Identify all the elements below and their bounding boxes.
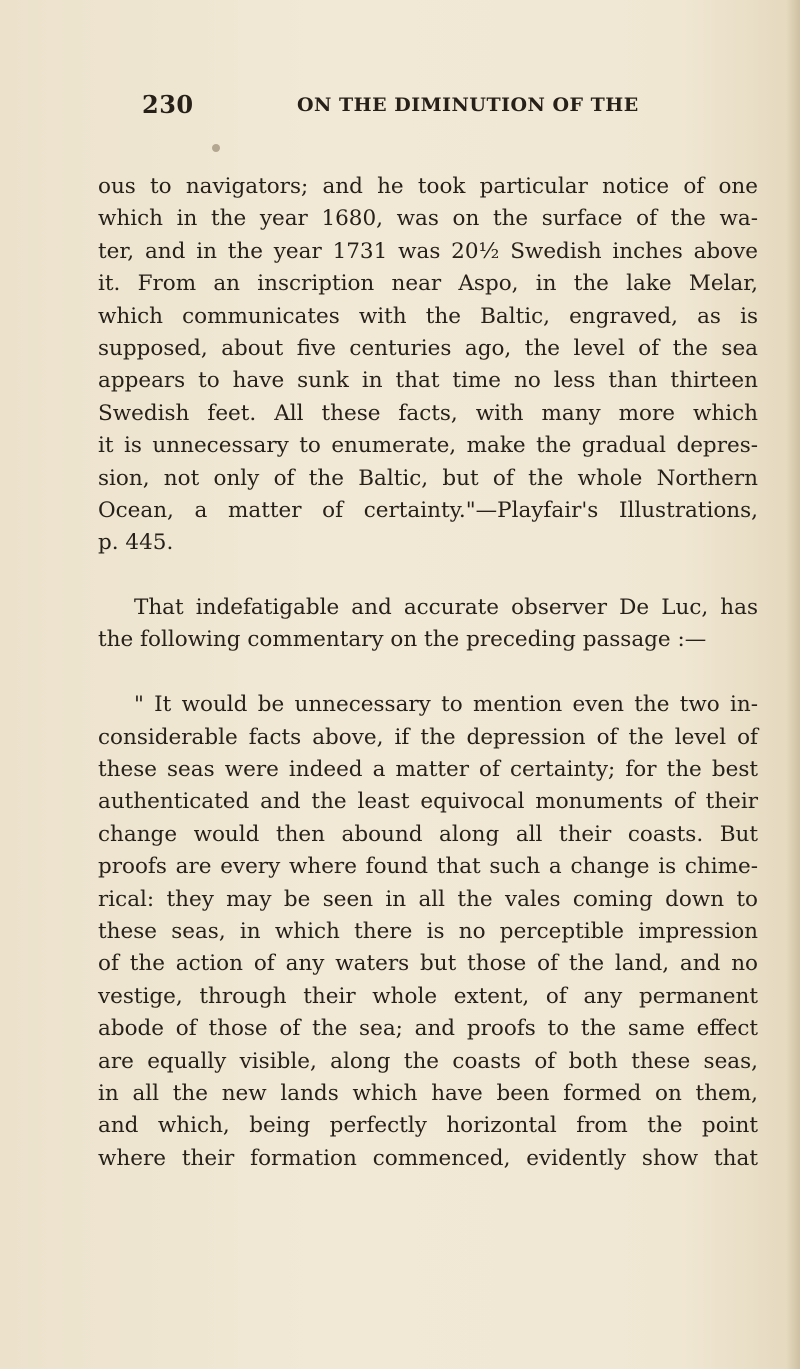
text-line: That indefatigable and accurate observer De Luc, has — [134, 595, 758, 621]
text-line: these seas, in which there is no perceptible impression — [98, 918, 758, 944]
text-line: sion, not only of the Baltic, but of the whole Northern — [98, 465, 758, 491]
text-line: change would then abound along all their coasts. But — [98, 821, 758, 847]
text-line: which communicates with the Baltic, engraved, as is — [98, 303, 758, 329]
text-line: authenticated and the least equivocal monuments of their — [98, 789, 758, 815]
text-line: ous to navigators; and he took particular notice of one — [98, 174, 758, 199]
text-line: proofs are every where found that such a change is chime- — [98, 854, 758, 880]
text-line: these seas were indeed a matter of certainty; for the best — [98, 757, 758, 783]
text-line: where their formation commenced, evidently show that — [98, 1145, 758, 1171]
text-line: vestige, through their whole extent, of any permanent — [98, 983, 758, 1009]
page-header — [142, 90, 742, 124]
text-line: abode of those of the sea; and proofs to the same effect — [98, 1016, 758, 1042]
text-line: ter, and in the year 1731 was 20½ Swedish inches above — [98, 238, 758, 264]
text-line: it. From an inscription near Aspo, in the lake Melar, — [98, 271, 758, 297]
running-head: ON THE DIMINUTION OF THE — [297, 94, 639, 116]
text-line: and which, being perfectly horizontal from the point — [98, 1113, 758, 1139]
text-line: p. 445. — [98, 530, 174, 556]
text-line: Swedish feet. All these facts, with many more which — [98, 400, 758, 426]
text-line: appears to have sunk in that time no less than thirteen — [98, 368, 758, 394]
text-line: considerable facts above, if the depression of the level of — [98, 724, 758, 750]
page-edge-shadow — [786, 0, 800, 1369]
text-line: Ocean, a matter of certainty."—Playfair's Illustrations, — [98, 497, 758, 523]
ink-speck — [212, 144, 220, 152]
text-line: of the action of any waters but those of the land, and no — [98, 951, 758, 977]
text-line: supposed, about five centuries ago, the level of the sea — [98, 335, 758, 361]
text-line: in all the new lands which have been formed on them, — [98, 1080, 758, 1106]
text-line: rical: they may be seen in all the vales coming down to — [98, 886, 758, 912]
text-line: are equally visible, along the coasts of both these seas, — [98, 1048, 758, 1074]
paragraph-gap — [98, 657, 758, 689]
paragraph-gap — [98, 560, 758, 592]
text-line: it is unnecessary to enumerate, make the gradual depres- — [98, 433, 758, 459]
text-line: which in the year 1680, was on the surface of the wa- — [98, 206, 758, 232]
text-line: the following commentary on the preceding passage :— — [98, 627, 707, 653]
body-text — [98, 171, 758, 1175]
text-line: " It would be unnecessary to mention even the two in- — [134, 692, 758, 718]
page-number: 230 — [142, 90, 194, 119]
